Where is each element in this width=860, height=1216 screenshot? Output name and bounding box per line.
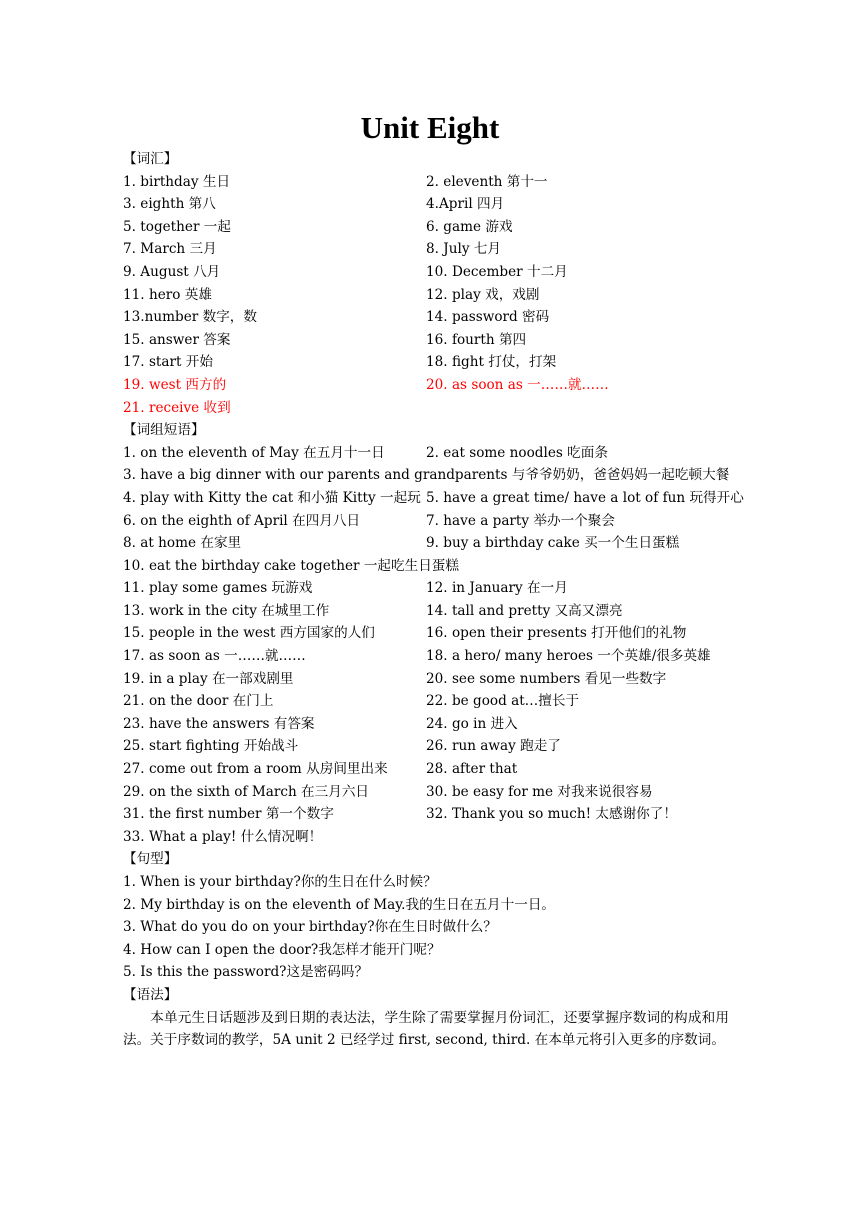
vocab-row — [123, 171, 735, 194]
phrases-row — [123, 826, 735, 849]
phrases-row — [123, 758, 735, 781]
phrases-item: 18. a hero/ many heroes 一个英雄/很多英雄 — [426, 648, 711, 665]
vocab-item: 9. August 八月 — [123, 263, 221, 280]
phrases-row — [123, 622, 735, 645]
vocab-item: 1. birthday 生日 — [123, 173, 231, 190]
phrases-item: 20. see some numbers 看见一些数字 — [426, 670, 667, 687]
phrases-row — [123, 555, 735, 578]
phrases-row — [123, 713, 735, 736]
phrases-item: 13. work in the city 在城里工作 — [123, 602, 330, 619]
phrases-row — [123, 442, 735, 465]
vocab-item: 16. fourth 第四 — [426, 331, 527, 348]
phrases-item: 22. be good at…擅长于 — [426, 693, 580, 710]
phrases-item: 28. after that — [426, 761, 518, 778]
phrases-item: 21. on the door 在门上 — [123, 693, 274, 710]
grammar-paragraph: 本单元生日话题涉及到日期的表达法，学生除了需要掌握月份词汇，还要掌握序数词的构成和用法。关于序数词的教学，5A unit 2 已经学过 first, second, third. 在本单元将引入更多的序数词。 — [123, 1009, 729, 1049]
phrases-row — [123, 510, 735, 533]
grammar-heading: 【语法】 — [123, 986, 178, 1003]
vocab-row — [123, 351, 735, 374]
phrases-row — [123, 532, 735, 555]
vocab-item: 7. March 三月 — [123, 241, 217, 258]
phrases-item: 17. as soon as 一……就…… — [123, 648, 306, 665]
vocab-row — [123, 261, 735, 284]
page-title: Unit Eight — [360, 110, 500, 145]
phrases-item: 9. buy a birthday cake 买一个生日蛋糕 — [426, 535, 680, 552]
vocab-item: 18. fight 打仗，打架 — [426, 354, 557, 371]
vocab-row — [123, 329, 735, 352]
vocab-item: 2. eleventh 第十一 — [426, 173, 548, 190]
phrases-row — [123, 600, 735, 623]
phrases-item: 26. run away 跑走了 — [426, 738, 561, 755]
vocab-item: 14. password 密码 — [426, 309, 550, 326]
phrase-list — [123, 442, 744, 849]
phrases-item: 31. the first number 第一个数字 — [123, 806, 334, 823]
vocab-item: 13.number 数字，数 — [123, 309, 257, 326]
phrases-item: 5. have a great time/ have a lot of fun 玩得开心 — [426, 489, 744, 506]
phrases-row — [123, 690, 735, 713]
phrases-item: 29. on the sixth of March 在三月六日 — [123, 783, 370, 800]
phrases-row — [123, 487, 744, 510]
sentence-list — [123, 871, 735, 984]
phrases-item: 3. have a big dinner with our parents and grandparents 与爷爷奶奶，爸爸妈妈一起吃顿大餐 — [123, 467, 730, 484]
sentences-heading: 【句型】 — [123, 851, 178, 868]
phrases-item: 25. start fighting 开始战斗 — [123, 738, 299, 755]
vocab-item: 10. December 十二月 — [426, 263, 568, 280]
phrases-item: 33. What a play! 什么情况啊！ — [123, 828, 323, 845]
vocab-item: 20. as soon as 一……就…… — [426, 376, 609, 393]
phrases-item: 11. play some games 玩游戏 — [123, 580, 313, 597]
phrases-item: 4. play with Kitty the cat 和小猫 Kitty 一起玩 — [123, 489, 421, 506]
phrases-item: 16. open their presents 打开他们的礼物 — [426, 625, 687, 642]
phrases-row — [123, 464, 735, 487]
vocab-row — [123, 216, 735, 239]
phrases-row — [123, 781, 735, 804]
vocab-item: 12. play 戏，戏剧 — [426, 286, 540, 303]
phrases-item: 7. have a party 举办一个聚会 — [426, 512, 615, 529]
phrases-row — [123, 645, 735, 668]
vocab-item: 4.April 四月 — [426, 196, 505, 213]
phrases-item: 30. be easy for me 对我来说很容易 — [426, 783, 653, 800]
sentence-item: 3. What do you do on your birthday?你在生日时做什么？ — [123, 919, 497, 936]
phrases-item: 24. go in 进入 — [426, 715, 518, 732]
phrases-item: 2. eat some noodles 吃面条 — [426, 444, 608, 461]
vocab-item: 6. game 游戏 — [426, 218, 513, 235]
vocab-row — [123, 284, 735, 307]
phrases-item: 8. at home 在家里 — [123, 535, 242, 552]
vocab-item: 15. answer 答案 — [123, 331, 231, 348]
phrases-row — [123, 735, 735, 758]
vocab-row — [123, 238, 735, 261]
phrases-item: 27. come out from a room 从房间里出来 — [123, 761, 388, 778]
phrases-item: 14. tall and pretty 又高又漂亮 — [426, 602, 623, 619]
vocab-item: 17. start 开始 — [123, 354, 213, 371]
phrases-item: 6. on the eighth of April 在四月八日 — [123, 512, 361, 529]
vocab-item: 19. west 西方的 — [123, 376, 227, 393]
document-body — [123, 148, 744, 1052]
vocab-item: 3. eighth 第八 — [123, 196, 216, 213]
sentence-item: 4. How can I open the door?我怎样才能开门呢？ — [123, 941, 441, 958]
vocab-item: 21. receive 收到 — [123, 399, 231, 416]
phrases-item: 32. Thank you so much! 太感谢你了！ — [426, 806, 677, 823]
phrases-item: 1. on the eleventh of May 在五月十一日 — [123, 444, 385, 461]
phrases-item: 15. people in the west 西方国家的人们 — [123, 625, 375, 642]
vocab-row — [123, 374, 735, 397]
vocab-row — [123, 306, 735, 329]
phrases-item: 19. in a play 在一部戏剧里 — [123, 670, 294, 687]
vocab-list — [123, 171, 735, 420]
phrases-item: 12. in January 在一月 — [426, 580, 568, 597]
vocab-item: 5. together 一起 — [123, 218, 231, 235]
sentence-item: 2. My birthday is on the eleventh of May.我的生日在五月十一日。 — [123, 896, 556, 913]
phrases-row — [123, 577, 735, 600]
phrases-item: 10. eat the birthday cake together 一起吃生日蛋糕 — [123, 557, 459, 574]
vocab-item: 8. July 七月 — [426, 241, 502, 258]
vocab-item: 11. hero 英雄 — [123, 286, 212, 303]
vocab-row — [123, 397, 735, 420]
phrases-row — [123, 803, 735, 826]
phrases-heading: 【词组短语】 — [123, 422, 205, 439]
vocab-heading: 【词汇】 — [123, 151, 178, 167]
sentence-item: 1. When is your birthday?你的生日在什么时候？ — [123, 874, 437, 890]
sentence-item: 5. Is this the password?这是密码吗？ — [123, 964, 369, 981]
phrases-row — [123, 668, 735, 691]
phrases-item: 23. have the answers 有答案 — [123, 715, 315, 732]
vocab-row — [123, 193, 735, 216]
